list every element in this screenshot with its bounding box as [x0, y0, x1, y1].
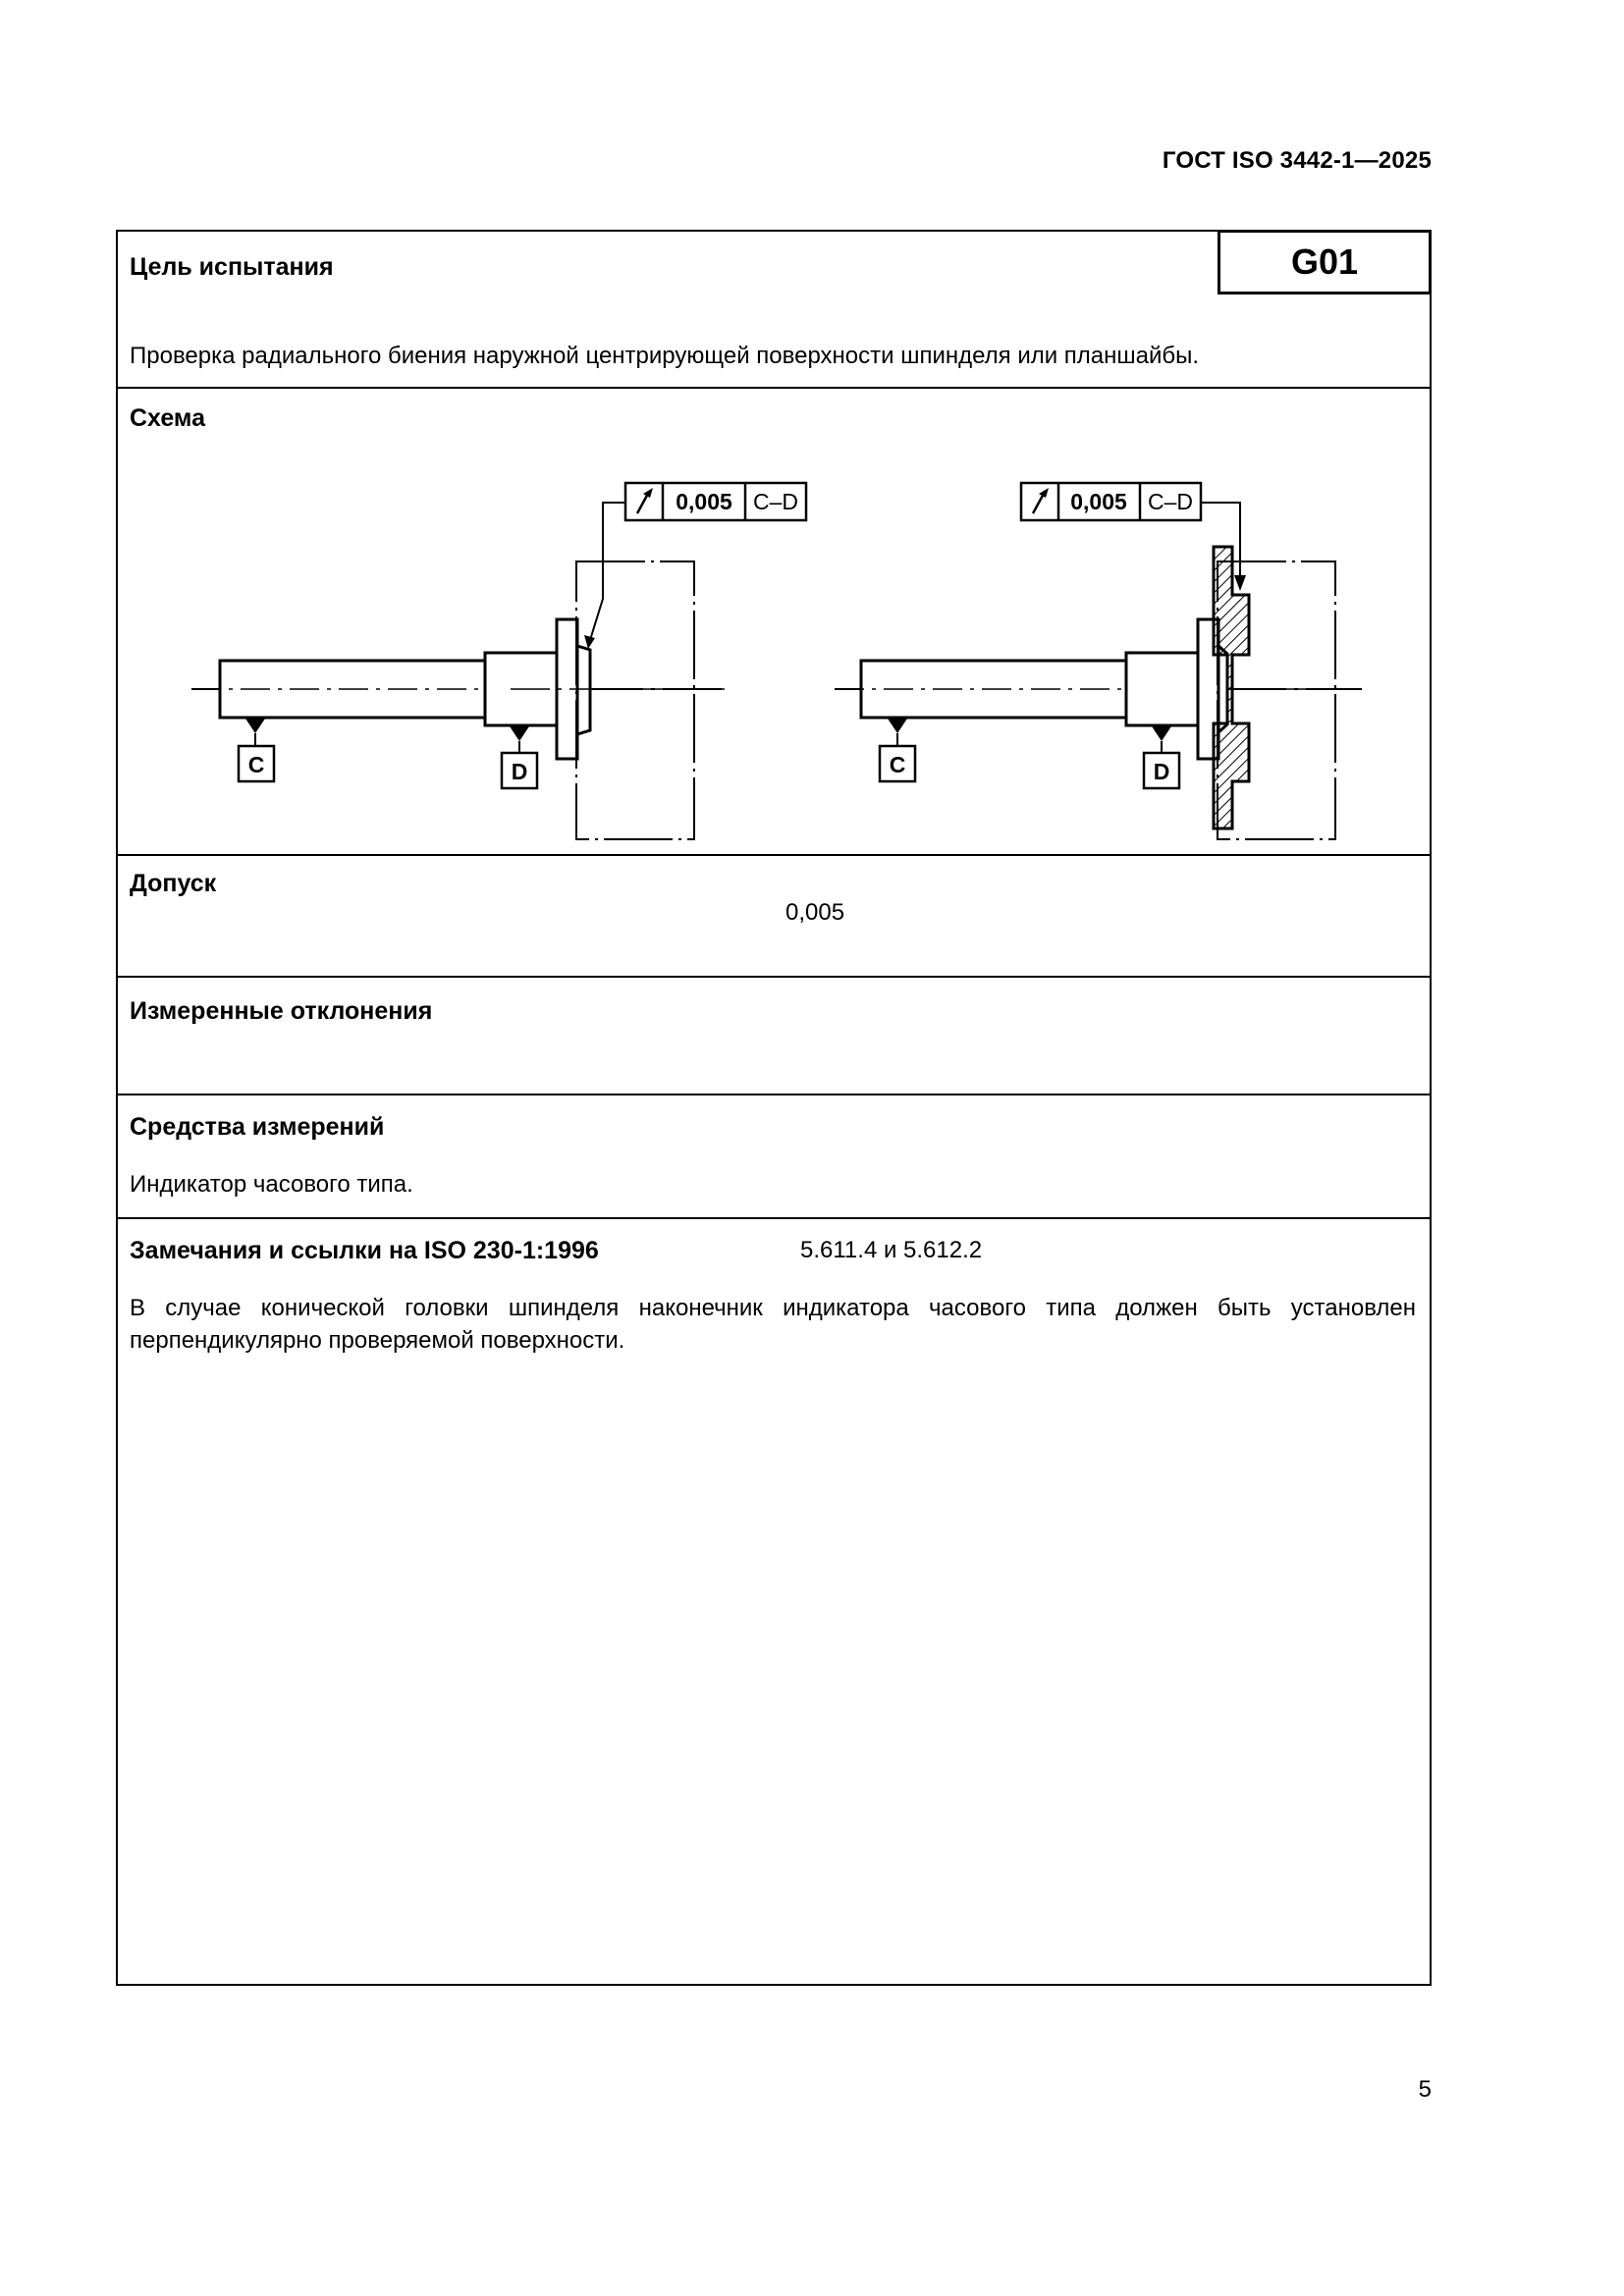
- instruments-text: Индикатор часового типа.: [130, 1171, 413, 1198]
- datum-c-label: C: [889, 752, 906, 777]
- leader-line: [590, 503, 625, 640]
- remarks-references: 5.611.4 и 5.612.2: [800, 1237, 983, 1263]
- datum-c-label: C: [247, 752, 265, 777]
- feature-control-frame: [625, 483, 806, 520]
- measured-title: Измеренные отклонения: [130, 997, 433, 1025]
- instruments-title: Средства измерений: [130, 1113, 385, 1141]
- datum-d-triangle: [1152, 726, 1171, 741]
- phantom-faceplate: [576, 561, 694, 839]
- frame-tolerance-value: 0,005: [1070, 489, 1127, 514]
- schema-drawing: [118, 389, 1430, 854]
- tolerance-value: 0,005: [785, 899, 845, 926]
- leader-arrowhead: [584, 635, 595, 649]
- schema-title: Схема: [130, 404, 205, 432]
- leader-arrowhead: [1234, 575, 1246, 591]
- datum-c-triangle: [888, 719, 907, 733]
- remarks-text: В случае конической головки шпинделя наконечник индикатора часового типа должен быть установлен перпендикулярно проверяемой поверхности.: [130, 1295, 1416, 1354]
- spindle-collar: [1126, 653, 1198, 725]
- measured-section: [118, 978, 1430, 1095]
- objective-section: [118, 232, 1430, 389]
- remarks-section: [118, 1219, 1430, 1984]
- page-number: 5: [1418, 2076, 1432, 2103]
- feature-control-frame: [1021, 483, 1201, 520]
- frame-datum-reference: C–D: [1147, 489, 1194, 514]
- left-spindle-drawing: [191, 483, 806, 839]
- frame-datum-reference: C–D: [752, 489, 799, 514]
- remarks-title: Замечания и ссылки на ISO 230-1:1996: [130, 1237, 599, 1264]
- document-standard-number: ГОСТ ISO 3442-1—2025: [1162, 147, 1432, 174]
- test-code-box: G01: [1218, 230, 1432, 294]
- datum-d-label: D: [1153, 759, 1170, 784]
- datum-d-label: D: [511, 759, 528, 784]
- objective-title: Цель испытания: [130, 253, 334, 281]
- right-faceplate-drawing: [835, 483, 1362, 839]
- objective-text: Проверка радиального биения наружной центрирующей поверхности шпинделя или планшайбы.: [130, 343, 1200, 369]
- schema-section: [118, 389, 1430, 856]
- test-card: [116, 230, 1432, 1986]
- datum-d-triangle: [510, 726, 529, 741]
- tolerance-title: Допуск: [130, 870, 217, 897]
- datum-c-triangle: [245, 719, 265, 733]
- frame-tolerance-value: 0,005: [676, 489, 732, 514]
- tolerance-section: [118, 856, 1430, 978]
- instruments-section: [118, 1095, 1430, 1219]
- centring-nose: [577, 646, 590, 734]
